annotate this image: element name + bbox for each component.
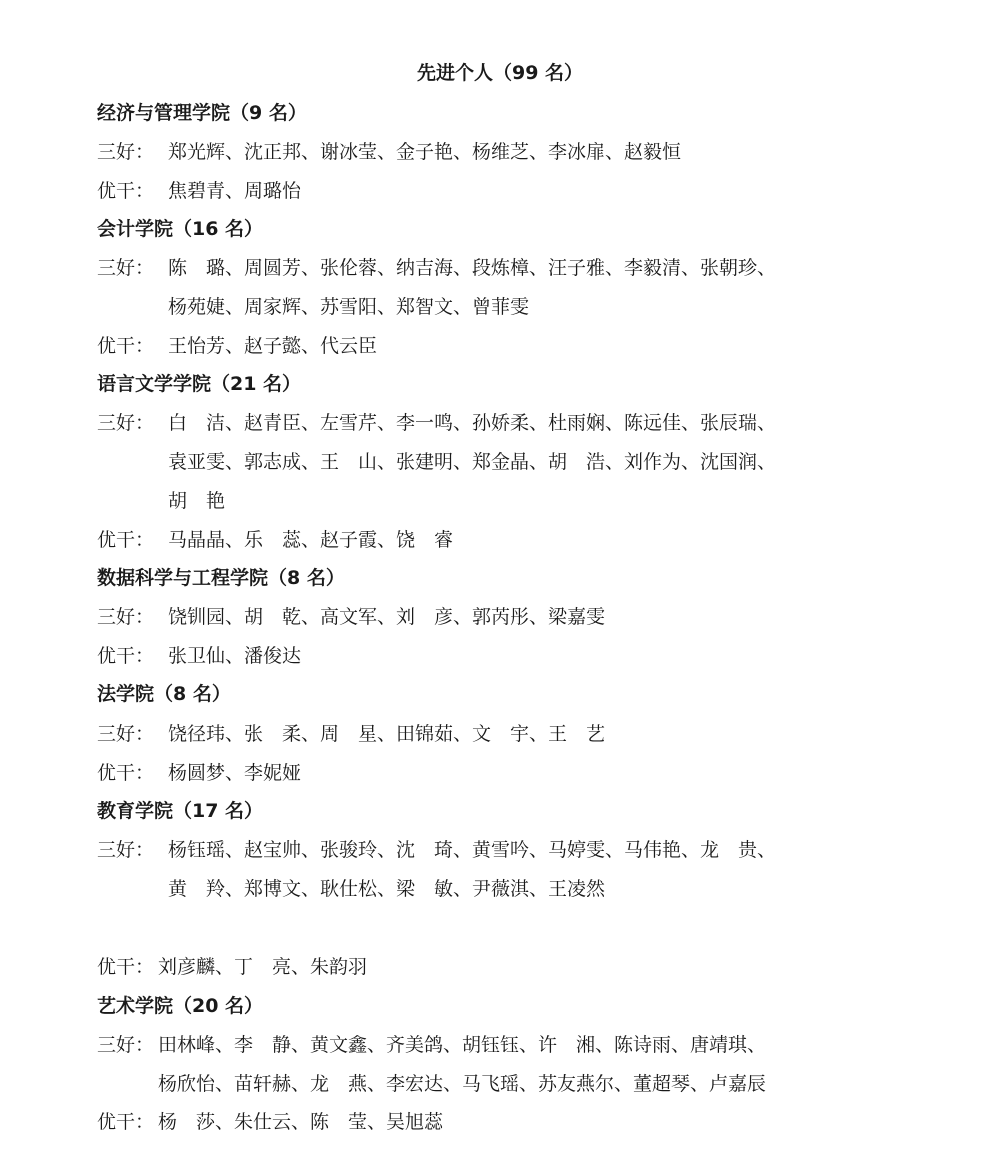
yougan-names: 杨圆梦、李妮娅 (168, 762, 302, 784)
sanhao-names: 郑光辉、沈正邦、谢冰莹、金子艳、杨维芝、李冰扉、赵毅恒 (168, 141, 682, 163)
sanhao-names: 杨欣怡、苗轩赫、龙 燕、李宏达、马飞瑶、苏友燕尔、董超琴、卢嘉辰 (158, 1073, 767, 1095)
section-heading-data-science: 数据科学与工程学院（8 名） (97, 567, 345, 589)
sanhao-names: 田林峰、李 静、黄文鑫、齐美鸽、胡钰钰、许 湘、陈诗雨、唐靖琪、 (158, 1034, 767, 1056)
yougan-label: 优干： (97, 335, 155, 357)
section-heading-economics: 经济与管理学院（9 名） (97, 102, 307, 124)
yougan-names: 马晶晶、乐 蕊、赵子霞、饶 睿 (168, 529, 454, 551)
yougan-label: 优干： (97, 762, 155, 784)
yougan-label: 优干： (97, 1111, 155, 1133)
sanhao-names: 杨钰瑶、赵宝帅、张骏玲、沈 琦、黄雪吟、马婷雯、马伟艳、龙 贵、 (168, 839, 777, 861)
section-heading-education: 教育学院（17 名） (97, 800, 264, 822)
yougan-label: 优干： (97, 529, 155, 551)
sanhao-label: 三好： (97, 839, 155, 861)
yougan-label (97, 952, 158, 982)
sanhao-label: 三好： (97, 141, 155, 163)
sanhao-names: 白 洁、赵青臣、左雪芹、李一鸣、孙娇柔、杜雨娴、陈远佳、张辰瑞、 (168, 412, 777, 434)
sanhao-names: 饶径玮、张 柔、周 星、田锦茹、文 宇、王 艺 (168, 723, 606, 745)
sanhao-label: 三好： (97, 257, 155, 279)
yougan-label-text: 优干： (97, 956, 155, 978)
section-heading-literature: 语言文学学院（21 名） (97, 373, 302, 395)
sanhao-names: 饶钏园、胡 乾、高文军、刘 彦、郭芮彤、梁嘉雯 (168, 606, 606, 628)
sanhao-names: 胡 艳 (168, 490, 226, 512)
section-heading-accounting: 会计学院（16 名） (97, 218, 264, 240)
sanhao-names: 杨苑婕、周家辉、苏雪阳、郑智文、曾菲雯 (168, 296, 530, 318)
page-title: 先进个人（99 名） (416, 62, 584, 84)
sanhao-names: 袁亚雯、郭志成、王 山、张建明、郑金晶、胡 浩、刘作为、沈国润、 (168, 451, 777, 473)
yougan-label: 优干： (97, 180, 155, 202)
yougan-names: 张卫仙、潘俊达 (168, 645, 302, 667)
sanhao-names: 黄 羚、郑博文、耿仕松、梁 敏、尹薇淇、王凌然 (168, 878, 606, 900)
yougan-names: 刘彦麟、丁 亮、朱韵羽 (158, 956, 368, 978)
yougan-label: 优干： (97, 645, 155, 667)
sanhao-label: 三好： (97, 723, 155, 745)
yougan-names: 王怡芳、赵子懿、代云臣 (168, 335, 378, 357)
yougan-names: 杨 莎、朱仕云、陈 莹、吴旭蕊 (158, 1111, 444, 1133)
section-heading-arts: 艺术学院（20 名） (97, 995, 264, 1017)
sanhao-names: 陈 璐、周圆芳、张伦蓉、纳吉海、段炼樟、汪子雅、李毅清、张朝珍、 (168, 257, 777, 279)
section-heading-law: 法学院（8 名） (97, 683, 231, 705)
yougan-names: 焦碧青、周璐怡 (168, 180, 302, 202)
sanhao-label: 三好： (97, 606, 155, 628)
sanhao-label: 三好： (97, 412, 155, 434)
sanhao-label: 三好： (97, 1034, 155, 1056)
